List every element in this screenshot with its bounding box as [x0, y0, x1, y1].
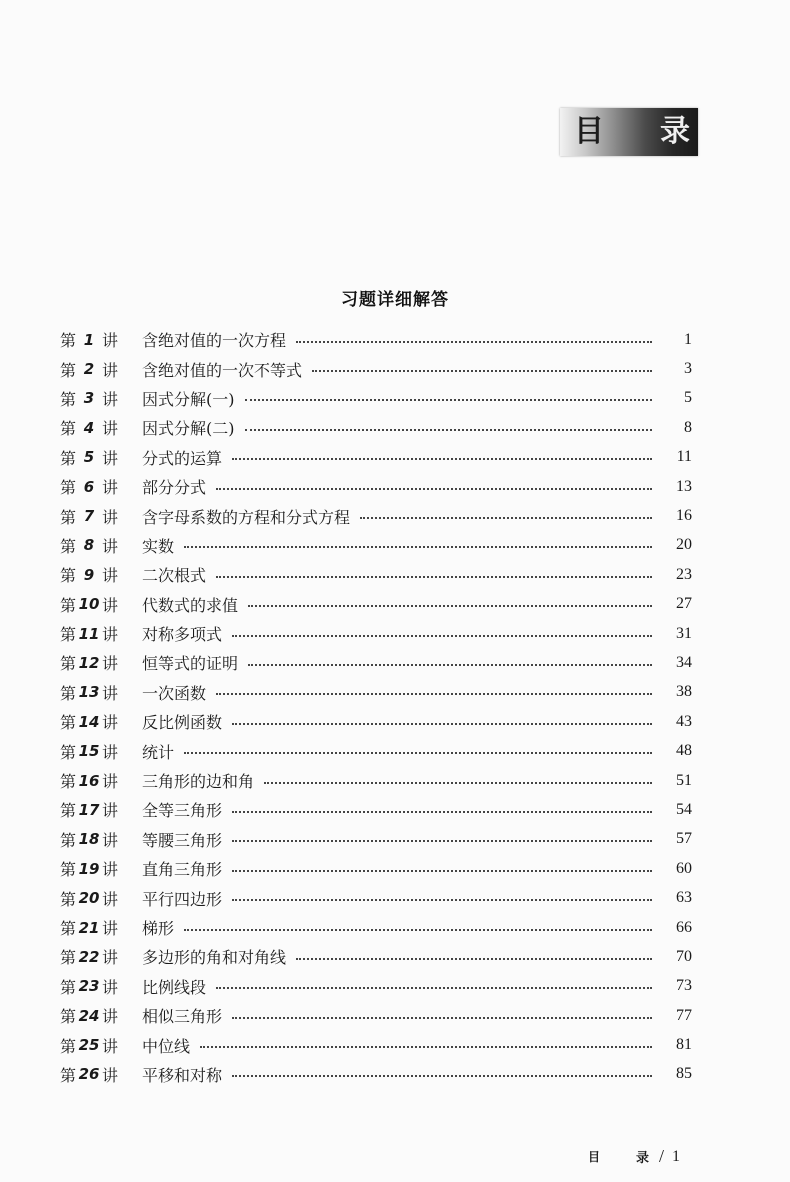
lecture-number: 20	[78, 889, 100, 908]
entry-page-number: 20	[676, 536, 692, 554]
dot-leader	[245, 429, 653, 431]
lecture-label	[60, 534, 140, 557]
lecture-suffix: 讲	[102, 919, 119, 938]
lecture-prefix: 第	[60, 389, 77, 409]
entry-title: 因式分解(一)	[142, 389, 235, 409]
toc-entry[interactable]	[60, 972, 692, 1001]
dot-leader	[248, 605, 652, 607]
lecture-number: 16	[78, 771, 100, 790]
section-heading: 习题详细解答	[341, 290, 449, 310]
toc-entry[interactable]	[60, 942, 692, 971]
lecture-prefix: 第	[60, 860, 77, 880]
toc-title-banner	[560, 108, 698, 156]
dot-leader	[216, 488, 652, 490]
lecture-prefix: 第	[60, 419, 77, 439]
lecture-label	[60, 1034, 140, 1057]
entry-title: 三角形的边和角	[142, 772, 255, 792]
lecture-label	[60, 975, 140, 998]
lecture-label	[60, 710, 140, 733]
lecture-prefix: 第	[60, 948, 77, 968]
lecture-prefix: 第	[60, 536, 77, 556]
dot-leader	[248, 664, 652, 666]
lecture-suffix: 讲	[102, 595, 119, 615]
lecture-number: 26	[78, 1065, 100, 1084]
lecture-suffix: 讲	[102, 507, 119, 527]
lecture-label	[60, 328, 140, 351]
lecture-number: 4	[83, 418, 95, 437]
dot-leader	[184, 929, 652, 931]
dot-leader	[232, 870, 652, 872]
dot-leader	[232, 1017, 652, 1019]
entry-page-number: 16	[676, 507, 692, 525]
dot-leader	[232, 840, 652, 842]
lecture-number: 2	[83, 360, 95, 379]
toc-entry[interactable]	[60, 501, 692, 530]
lecture-suffix: 讲	[102, 654, 119, 674]
entry-title: 分式的运算	[142, 448, 223, 468]
dot-leader	[232, 811, 652, 813]
entry-title: 直角三角形	[142, 860, 223, 880]
lecture-label	[60, 446, 140, 469]
entry-title: 含绝对值的一次不等式	[142, 360, 303, 380]
entry-title: 中位线	[142, 1036, 191, 1056]
entry-title: 实数	[142, 536, 175, 556]
lecture-prefix: 第	[60, 713, 77, 733]
lecture-prefix: 第	[60, 625, 77, 645]
lecture-prefix: 第	[60, 1065, 77, 1085]
entry-title: 恒等式的证明	[142, 654, 239, 674]
entry-title: 平移和对称	[142, 1065, 223, 1085]
entry-page-number: 5	[684, 389, 692, 407]
lecture-prefix: 第	[60, 977, 77, 997]
toc-title-char-2: 录	[660, 114, 690, 149]
lecture-suffix: 讲	[102, 742, 119, 762]
entry-page-number: 11	[676, 448, 692, 466]
toc-entry[interactable]	[60, 883, 692, 912]
entry-page-number: 70	[676, 947, 692, 965]
entry-page-number: 48	[676, 742, 692, 760]
dot-leader	[216, 987, 652, 989]
lecture-suffix: 讲	[102, 566, 119, 586]
entry-title: 代数式的求值	[142, 595, 239, 615]
entry-page-number: 8	[684, 418, 692, 436]
lecture-label	[60, 1004, 140, 1027]
lecture-number: 18	[78, 830, 100, 849]
lecture-label	[60, 916, 140, 939]
lecture-suffix: 讲	[102, 1007, 119, 1027]
lecture-number: 25	[78, 1036, 100, 1055]
entry-title: 对称多项式	[142, 625, 223, 645]
lecture-suffix: 讲	[102, 1065, 119, 1085]
entry-title: 比例线段	[142, 977, 207, 997]
lecture-number: 23	[78, 977, 100, 996]
entry-page-number: 54	[676, 800, 692, 818]
entry-page-number: 73	[676, 977, 692, 995]
lecture-label	[60, 651, 140, 674]
entry-page-number: 77	[676, 1006, 692, 1024]
lecture-label	[60, 416, 140, 439]
lecture-label	[60, 387, 140, 410]
toc-entry[interactable]	[60, 590, 692, 619]
lecture-number: 8	[83, 536, 95, 555]
entry-title: 平行四边形	[142, 889, 223, 909]
lecture-suffix: 讲	[102, 478, 119, 498]
dot-leader	[296, 341, 652, 343]
dot-leader	[216, 693, 652, 695]
lecture-label	[60, 681, 140, 704]
lecture-suffix: 讲	[102, 625, 119, 645]
dot-leader	[264, 782, 652, 784]
dot-leader	[184, 752, 652, 754]
lecture-label	[60, 945, 140, 968]
lecture-label	[60, 358, 140, 381]
toc-entry[interactable]	[60, 825, 692, 854]
lecture-prefix: 第	[60, 566, 77, 586]
entry-page-number: 38	[676, 683, 692, 701]
dot-leader	[216, 576, 652, 578]
lecture-suffix: 讲	[102, 860, 119, 880]
toc-entry[interactable]	[60, 913, 692, 942]
lecture-suffix: 讲	[102, 360, 119, 380]
dot-leader	[232, 635, 652, 637]
lecture-suffix: 讲	[102, 772, 119, 792]
lecture-number: 10	[78, 595, 100, 614]
entry-title: 二次根式	[142, 566, 207, 586]
lecture-prefix: 第	[60, 654, 77, 674]
lecture-number: 3	[83, 389, 95, 408]
lecture-number: 22	[78, 947, 100, 966]
lecture-prefix: 第	[60, 801, 77, 821]
entry-page-number: 60	[676, 859, 692, 877]
lecture-prefix: 第	[60, 507, 77, 527]
lecture-prefix: 第	[60, 919, 77, 938]
entry-title: 部分分式	[142, 478, 207, 498]
lecture-prefix: 第	[60, 448, 77, 468]
toc-entry[interactable]	[60, 325, 692, 354]
entry-page-number: 31	[676, 624, 692, 642]
toc-entry[interactable]	[60, 795, 692, 824]
entry-page-number: 1	[684, 330, 692, 348]
lecture-suffix: 讲	[102, 389, 119, 409]
entry-title: 全等三角形	[142, 801, 223, 821]
entry-title: 统计	[142, 742, 175, 762]
lecture-prefix: 第	[60, 360, 77, 380]
entry-title: 一次函数	[142, 683, 207, 703]
lecture-suffix: 讲	[102, 1036, 119, 1056]
lecture-label	[60, 769, 140, 792]
lecture-number: 14	[78, 712, 100, 731]
footer-char-2: 录	[636, 1151, 650, 1166]
dot-leader	[312, 370, 652, 372]
lecture-label	[60, 505, 140, 528]
lecture-number: 6	[83, 477, 95, 496]
lecture-prefix: 第	[60, 683, 77, 703]
entry-page-number: 3	[684, 360, 692, 378]
lecture-prefix: 第	[60, 595, 77, 615]
lecture-suffix: 讲	[102, 683, 119, 703]
entry-page-number: 63	[676, 889, 692, 907]
entry-page-number: 57	[676, 830, 692, 848]
lecture-number: 21	[78, 918, 100, 937]
lecture-label	[60, 622, 140, 645]
entry-page-number: 81	[676, 1036, 692, 1054]
lecture-number: 1	[83, 330, 95, 349]
entry-title: 等腰三角形	[142, 830, 223, 850]
footer-separator: /	[659, 1146, 665, 1166]
toc-entry[interactable]	[60, 1060, 692, 1089]
page-footer	[588, 1146, 708, 1167]
dot-leader	[232, 1075, 652, 1077]
lecture-label	[60, 740, 140, 763]
lecture-number: 15	[78, 742, 100, 761]
lecture-number: 9	[83, 565, 95, 584]
lecture-prefix: 第	[60, 1007, 77, 1027]
lecture-suffix: 讲	[102, 419, 119, 439]
entry-page-number: 13	[676, 477, 692, 495]
entry-page-number: 27	[676, 595, 692, 613]
lecture-number: 19	[78, 859, 100, 878]
dot-leader	[232, 723, 652, 725]
entry-title: 相似三角形	[142, 1007, 223, 1027]
dot-leader	[296, 958, 652, 960]
lecture-number: 17	[78, 800, 100, 819]
lecture-number: 24	[78, 1006, 100, 1025]
lecture-suffix: 讲	[102, 977, 119, 997]
entry-page-number: 85	[676, 1065, 692, 1083]
lecture-suffix: 讲	[102, 948, 119, 968]
entry-page-number: 23	[676, 565, 692, 583]
toc-entry[interactable]	[60, 766, 692, 795]
footer-char-1: 目	[588, 1150, 601, 1164]
lecture-label	[60, 798, 140, 821]
lecture-suffix: 讲	[102, 331, 119, 351]
table-of-contents	[60, 325, 692, 1089]
toc-entry[interactable]	[60, 472, 692, 501]
dot-leader	[360, 517, 652, 519]
lecture-suffix: 讲	[102, 713, 119, 733]
lecture-prefix: 第	[60, 772, 77, 792]
lecture-number: 11	[78, 624, 100, 643]
lecture-prefix: 第	[60, 331, 77, 351]
toc-entry[interactable]	[60, 1030, 692, 1059]
toc-entry[interactable]	[60, 413, 692, 442]
entry-page-number: 43	[676, 712, 692, 730]
lecture-label	[60, 475, 140, 498]
toc-entry[interactable]	[60, 443, 692, 472]
toc-entry[interactable]	[60, 678, 692, 707]
toc-entry[interactable]	[60, 854, 692, 883]
toc-entry[interactable]	[60, 1001, 692, 1030]
dot-leader	[232, 458, 652, 460]
lecture-label	[60, 563, 140, 586]
toc-entry[interactable]	[60, 354, 692, 383]
lecture-suffix: 讲	[102, 801, 119, 821]
lecture-number: 13	[78, 683, 100, 702]
lecture-label	[60, 857, 140, 880]
lecture-prefix: 第	[60, 889, 77, 909]
lecture-label	[60, 828, 140, 851]
toc-entry[interactable]	[60, 736, 692, 765]
lecture-label	[60, 887, 140, 910]
lecture-label	[60, 1063, 140, 1086]
dot-leader	[232, 899, 652, 901]
lecture-prefix: 第	[60, 478, 77, 498]
toc-entry[interactable]	[60, 648, 692, 677]
entry-title: 含字母系数的方程和分式方程	[142, 507, 351, 527]
entry-page-number: 51	[676, 771, 692, 789]
dot-leader	[184, 546, 652, 548]
toc-title-char-1: 目	[574, 114, 604, 149]
entry-page-number: 66	[676, 918, 692, 936]
lecture-number: 12	[78, 653, 100, 672]
lecture-label	[60, 593, 140, 616]
entry-title: 含绝对值的一次方程	[142, 331, 287, 351]
lecture-suffix: 讲	[102, 536, 119, 556]
dot-leader	[245, 399, 653, 401]
lecture-suffix: 讲	[102, 448, 119, 468]
lecture-number: 5	[83, 448, 95, 467]
footer-page-number: 1	[672, 1147, 681, 1165]
toc-entry[interactable]	[60, 619, 692, 648]
dot-leader	[200, 1046, 652, 1048]
lecture-prefix: 第	[60, 1036, 77, 1056]
entry-title: 反比例函数	[142, 713, 223, 733]
lecture-prefix: 第	[60, 830, 77, 850]
toc-entry[interactable]	[60, 384, 692, 413]
entry-title: 因式分解(二)	[142, 419, 235, 439]
entry-title: 多边形的角和对角线	[142, 948, 287, 968]
lecture-number: 7	[83, 507, 95, 526]
lecture-suffix: 讲	[102, 830, 119, 850]
toc-entry[interactable]	[60, 531, 692, 560]
entry-page-number: 34	[676, 653, 692, 671]
toc-entry[interactable]	[60, 560, 692, 589]
lecture-suffix: 讲	[102, 889, 119, 909]
lecture-prefix: 第	[60, 742, 77, 762]
entry-title: 梯形	[142, 919, 175, 938]
toc-entry[interactable]	[60, 707, 692, 736]
